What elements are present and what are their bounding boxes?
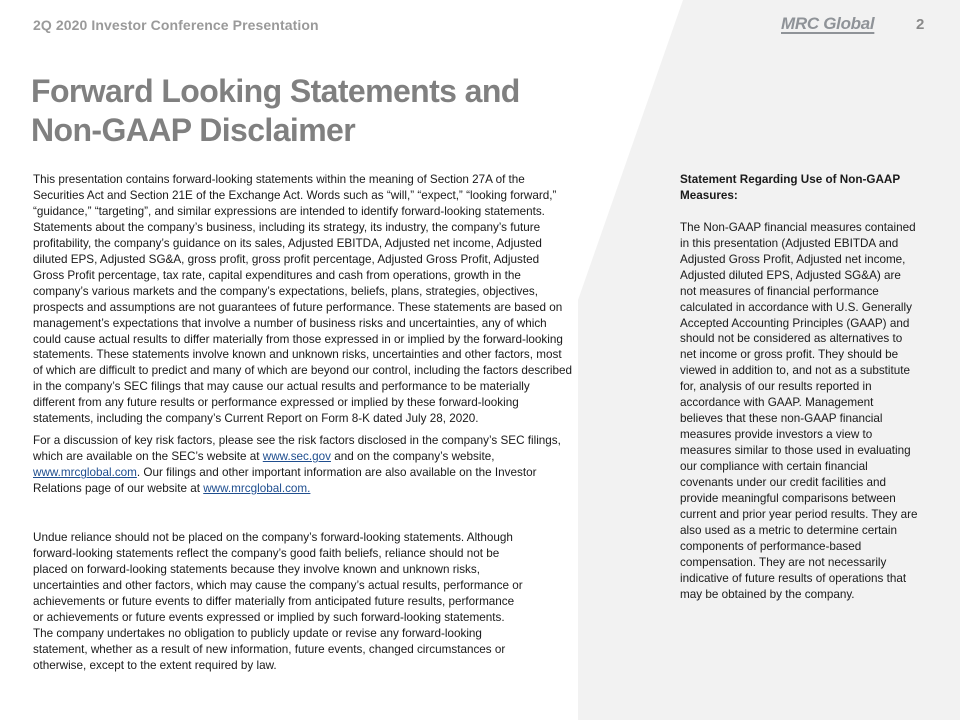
- forward-looking-paragraph: This presentation contains forward-looking statements within the meaning of Section 27A of the Securities Act and Section 21E of the Exchange Act. Words such as “will,” “expect,” “looking forward,” “guidance,” “targeting”, and similar expressions are intended to identify forward-looking statements. Statements about the company’s business, including its strategy, its industry, the company’s future profitability, the company’s guidance on its sales, Adjusted EBITDA, Adjusted net income, Adjusted diluted EPS, Adjusted SG&A, gross profit, gross profit percentage, Adjusted Gross Profit, Adjusted Gross Profit percentage, tax rate, capital expenditures and cash from operations, growth in the company’s various markets and the company’s expectations, beliefs, plans, strategies, objectives, prospects and assumptions are not guarantees of future performance. These statements are based on management’s expectations that involve a number of business risks and uncertainties, any of which could cause actual results to differ materially from those expressed in or implied by the forward-looking statements. These statements involve known and unknown risks, uncertainties and other factors, most of which are difficult to predict and many of which are beyond our control, including the factors described in the company’s SEC filings that may cause our actual results and performance to be materially different from any future results or performance expressed or implied by these forward-looking statements, including the company’s Current Report on Form 8-K dated July 28, 2020.: [33, 173, 573, 426]
- page-title-line1: Forward Looking Statements and: [31, 73, 520, 109]
- page-number: 2: [916, 16, 925, 33]
- sec-website-link[interactable]: www.sec.gov: [262, 450, 331, 464]
- investor-relations-link[interactable]: www.mrcglobal.com.: [203, 482, 311, 496]
- presentation-title: 2Q 2020 Investor Conference Presentation: [33, 17, 319, 33]
- non-gaap-body: The Non-GAAP financial measures contained in this presentation (Adjusted EBITDA and Adjusted Gross Profit, Adjusted net income, Adjusted diluted EPS, Adjusted SG&A) are not measures of financial performance calculated in accordance with U.S. Generally Accepted Accounting Principles (GAAP) and should not be considered as alternatives to net income or gross profit. They should be viewed in addition to, and not as a substitute for, analysis of our results reported in accordance with GAAP. Management believes that these non-GAAP financial measures provide investors a view to measures similar to those used in evaluating our compliance with certain financial covenants under our credit facilities and provide meaningful comparisons between current and prior year period results. They are also used as a metric to determine certain components of performance-based compensation. They are not necessarily indicative of future results of operations that may be obtained by the company.: [680, 220, 918, 601]
- risk-factors-text-3: . Our filings and other important information are also available on the Investor Relations page of our website at: [33, 466, 537, 496]
- risk-factors-text-2: and on the company’s website,: [330, 450, 495, 464]
- non-gaap-heading: Statement Regarding Use of Non-GAAP Measures:: [680, 173, 900, 202]
- company-website-link[interactable]: www.mrcglobal.com: [33, 466, 137, 480]
- undue-reliance-paragraph: Undue reliance should not be placed on the company’s forward-looking statements. Although forward-looking statements reflect the company’s good faith beliefs, reliance should not be placed on forward-looking statements because they involve known and unknown risks, uncertainties and other factors, which may cause the company’s actual results, performance or achievements or future events to differ materially from anticipated future results, performance or achievements or future events expressed or implied by such forward-looking statements. The company undertakes no obligation to publicly update or revise any forward-looking statement, whether as a result of new information, future events, changed circumstances or otherwise, except to the extent required by law.: [33, 531, 523, 672]
- page-title-line2: Non-GAAP Disclaimer: [31, 112, 356, 148]
- risk-factors-paragraph: [33, 433, 573, 497]
- mrc-global-logo: MRC Global: [781, 14, 875, 33]
- forward-looking-statements-body: [33, 172, 573, 674]
- non-gaap-sidebar: [680, 172, 918, 603]
- page-title: [31, 72, 591, 150]
- risk-factors-text-1: For a discussion of key risk factors, please see the risk factors disclosed in the company’s SEC filings, which are available on the SEC’s website at: [33, 434, 561, 464]
